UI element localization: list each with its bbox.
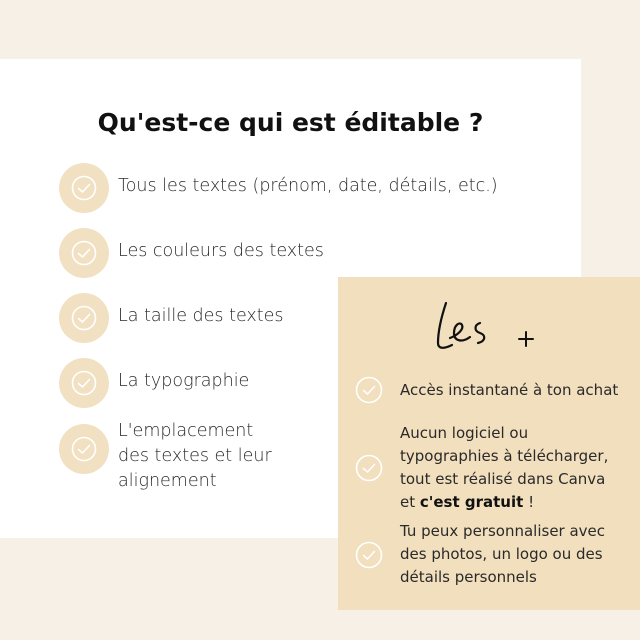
feature-item <box>59 293 284 343</box>
bonus-item-label: Tu peux personnaliser avec des photos, un logo ou des détails personnels <box>400 522 606 586</box>
bonus-item-label: Accès instantané à ton achat <box>400 380 619 399</box>
feature-label: L'emplacement des textes et leur alignement <box>118 421 272 491</box>
check-circle-icon <box>354 375 384 405</box>
bonus-item <box>354 422 608 514</box>
check-circle-icon <box>59 424 109 474</box>
bonus-item <box>354 375 618 405</box>
feature-item <box>59 228 324 278</box>
feature-item <box>59 358 249 408</box>
bonus-card <box>338 277 640 610</box>
bonus-item-label-bold: c'est gratuit <box>419 493 524 511</box>
bonus-item-label <box>400 422 608 514</box>
bonus-item-label-before: Aucun logiciel ou typographies à télécharger, tout est réalisé dans Canva et <box>400 424 609 511</box>
feature-label: Tous les textes (prénom, date, détails, etc.) <box>118 176 498 196</box>
bonus-item-label-after: ! <box>523 493 535 511</box>
bonus-item <box>354 520 605 589</box>
feature-label: La typographie <box>118 371 250 391</box>
bonus-heading-script <box>432 283 552 363</box>
feature-item <box>59 163 498 213</box>
check-circle-icon <box>59 228 109 278</box>
feature-label: Les couleurs des textes <box>118 241 324 261</box>
page-title: Qu'est-ce qui est éditable ? <box>97 108 484 137</box>
feature-label: La taille des textes <box>118 306 284 326</box>
check-circle-icon <box>354 540 384 570</box>
check-circle-icon <box>354 453 384 483</box>
feature-item <box>59 421 272 494</box>
check-circle-icon <box>59 358 109 408</box>
check-circle-icon <box>59 163 109 213</box>
check-circle-icon <box>59 293 109 343</box>
